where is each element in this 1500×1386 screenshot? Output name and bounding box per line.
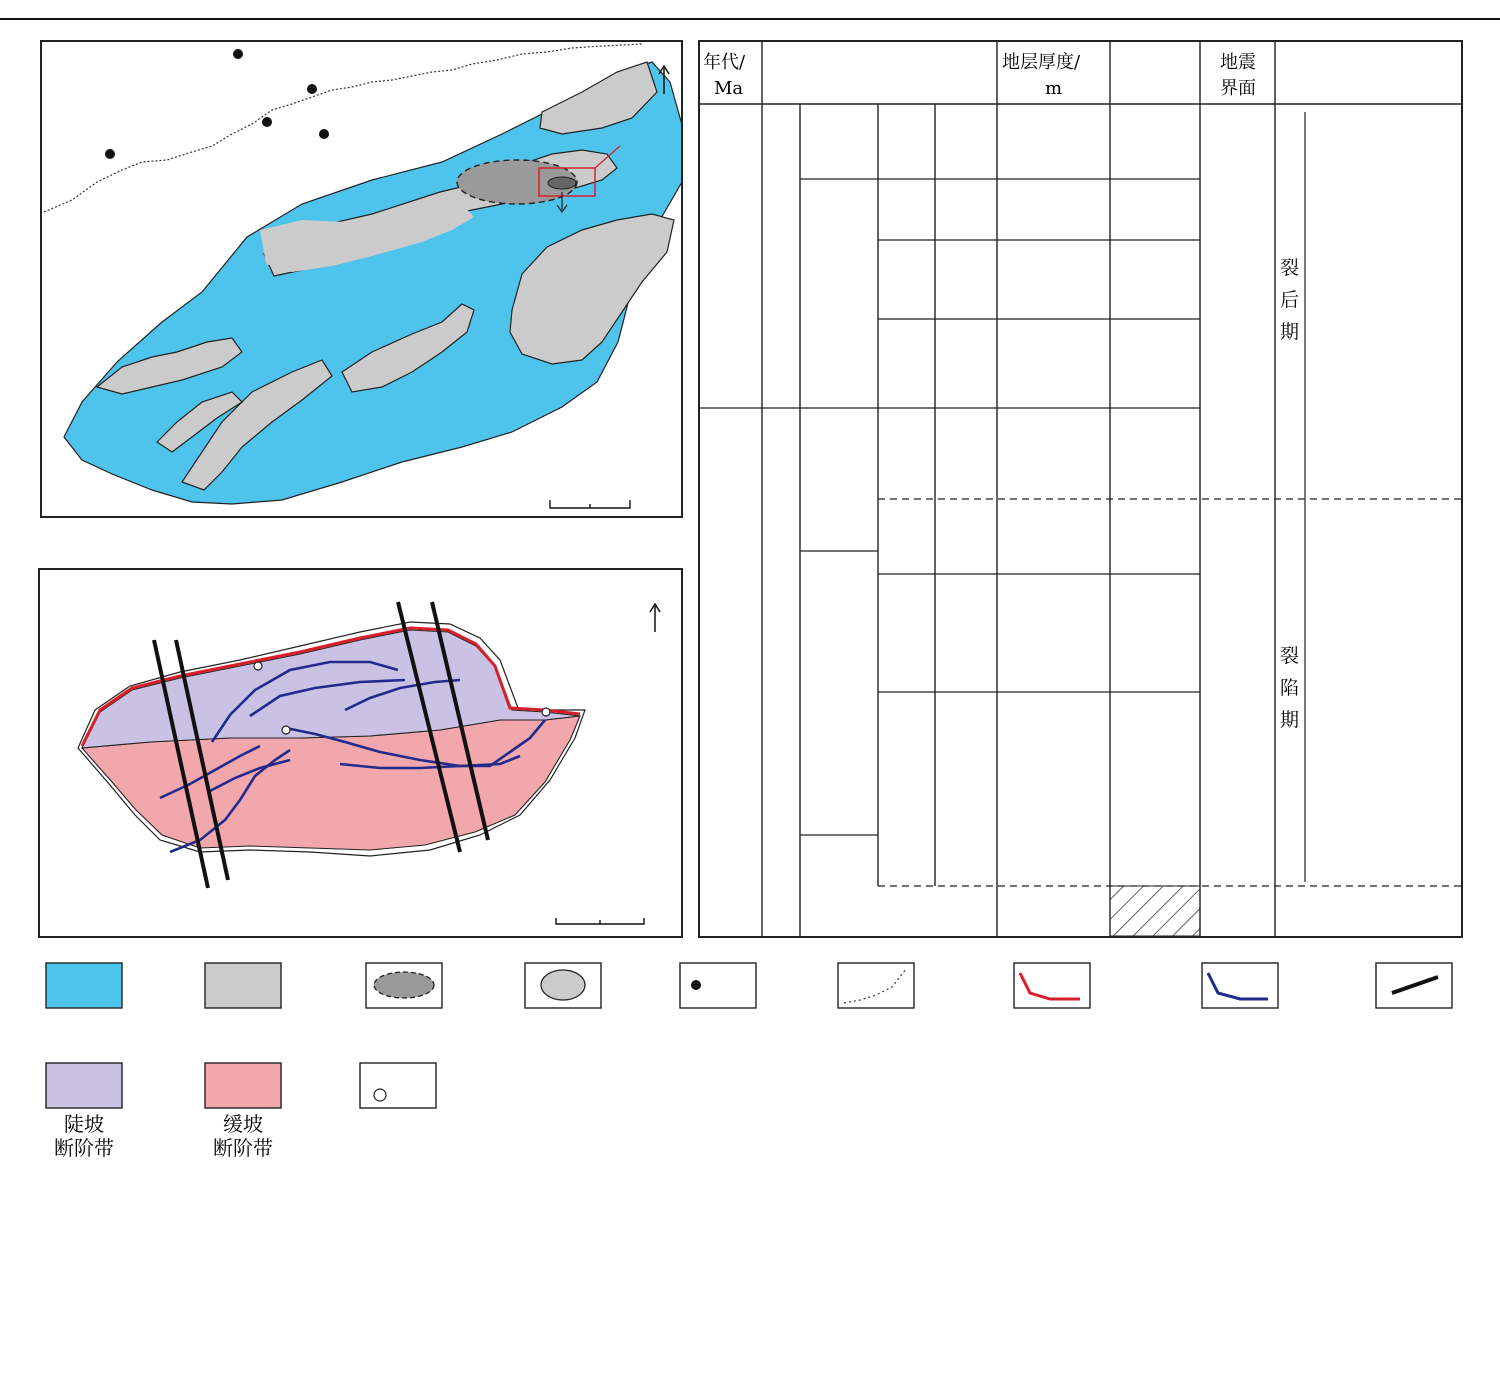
svg-text:陡坡: 陡坡	[64, 1112, 104, 1136]
svg-text:裂: 裂	[1280, 257, 1300, 279]
well-lf3-marker	[542, 708, 550, 716]
panel-c-stratigraphic-column	[698, 40, 1463, 938]
legend-well-swatch	[374, 1089, 386, 1101]
legend-subsag-swatch	[541, 970, 585, 1000]
header-labels	[703, 51, 1256, 99]
hdr-age-2: Ma	[714, 78, 744, 99]
svg-text:陷: 陷	[1280, 677, 1300, 699]
panel-a-svg	[42, 42, 681, 516]
legend-svg	[0, 955, 1500, 1165]
panel-b-structure-map	[38, 568, 683, 938]
panel-b-svg	[40, 570, 681, 936]
svg-text:m: m	[1045, 78, 1063, 99]
lufeng-x-sag-shape	[548, 177, 576, 189]
legend-row2-labels	[54, 1112, 273, 1160]
caption-title-en	[32, 1270, 1477, 1306]
hdr-age-1: 年代/	[703, 52, 746, 73]
svg-text:地层厚度/: 地层厚度/	[1002, 52, 1081, 73]
legend-sag-swatch	[374, 972, 434, 998]
well-lfx1-marker	[254, 662, 262, 670]
svg-text:期: 期	[1280, 709, 1300, 731]
panel-c-svg	[700, 42, 1461, 936]
svg-text:断阶带: 断阶带	[213, 1136, 273, 1160]
top-rule	[0, 18, 1500, 20]
boundaries	[700, 179, 1200, 835]
column-dividers	[762, 42, 1275, 936]
svg-text:断阶带: 断阶带	[54, 1136, 114, 1160]
well-lfx2-marker	[282, 726, 290, 734]
svg-text:后: 后	[1280, 289, 1300, 311]
svg-text:缓坡: 缓坡	[223, 1112, 263, 1136]
legend-uplift-swatch	[46, 963, 122, 1008]
scale-a-bar	[550, 500, 630, 508]
stage-labels	[1280, 257, 1299, 731]
basement-hatch	[1110, 886, 1200, 936]
legend-depression-swatch	[205, 963, 281, 1008]
svg-text:地震: 地震	[1220, 52, 1256, 73]
legend-steep-swatch	[46, 1063, 122, 1108]
svg-text:期: 期	[1280, 321, 1300, 343]
svg-text:界面: 界面	[1220, 78, 1256, 99]
legend-gentle-swatch	[205, 1063, 281, 1108]
panel-a-outline-map	[40, 40, 683, 518]
svg-text:裂: 裂	[1280, 645, 1300, 667]
